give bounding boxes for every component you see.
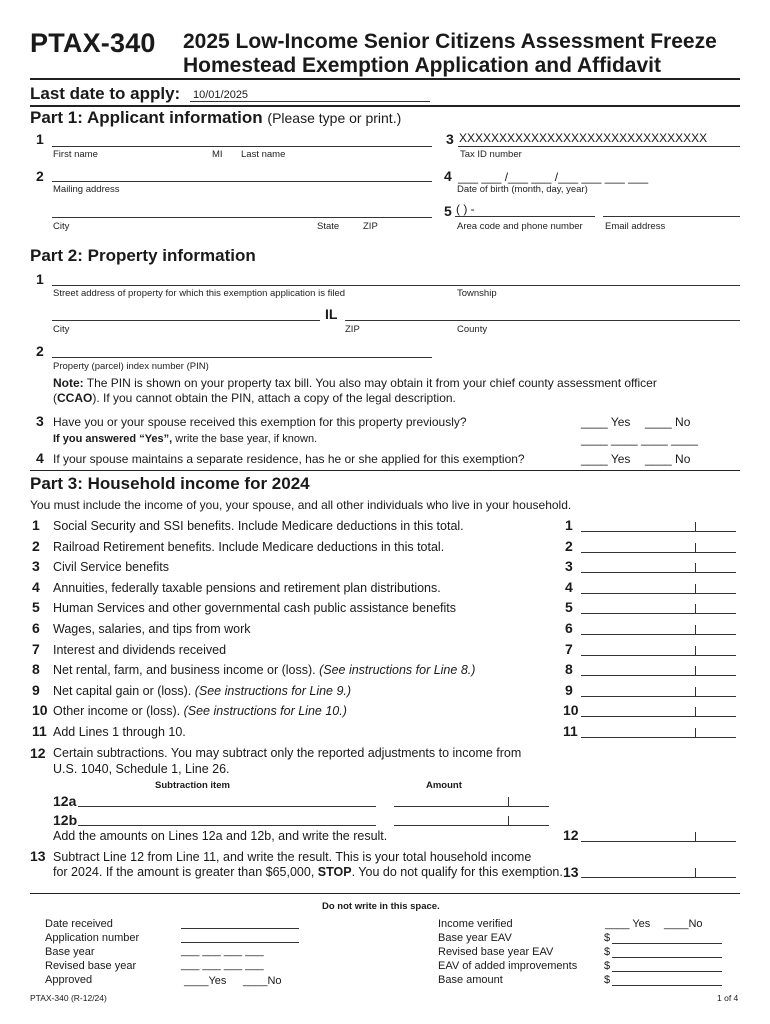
phone-caption: Area code and phone number [457, 221, 583, 232]
line12a-item-field[interactable] [78, 795, 376, 807]
income-line-num: 3 [32, 558, 40, 574]
income-line-num: 2 [32, 538, 40, 554]
line13-stop: STOP [317, 865, 352, 879]
name-field[interactable] [52, 146, 432, 147]
office-date-received: Date received [45, 918, 113, 930]
line12-right-num: 12 [563, 827, 579, 843]
p1-line2-num: 2 [36, 168, 44, 184]
income-line-label [53, 560, 169, 574]
office-approved-yes: ____Yes [184, 975, 227, 987]
section-rule [30, 893, 740, 894]
income-line-text: Net rental, farm, and business income or (loss). [53, 663, 320, 677]
office-revised-base-year: Revised base year [45, 960, 137, 972]
income-line-text: Wages, salaries, and tips from work [53, 622, 251, 636]
county-caption: County [457, 324, 488, 335]
property-street-field[interactable] [52, 285, 740, 286]
income-line-instruction: (See instructions for Line 8.) [319, 663, 476, 677]
income-amount-field[interactable] [581, 582, 736, 594]
income-line-num: 10 [32, 702, 48, 718]
income-line-label [53, 519, 464, 533]
form-title-line2: Homestead Exemption Application and Affidavit [183, 54, 661, 77]
income-line-label [53, 725, 186, 739]
income-line-label [53, 643, 226, 657]
income-line-right-num: 11 [563, 723, 578, 739]
income-line-right-num: 2 [565, 538, 573, 554]
income-amount-field[interactable] [581, 520, 736, 532]
pin-note-line1 [53, 376, 657, 390]
q4-no[interactable]: ____ No [645, 452, 691, 466]
phone-value: ( ) - [456, 202, 475, 216]
office-application-number-field [181, 942, 299, 943]
q3-base-year-field[interactable]: ____ ____ ____ ____ [581, 432, 698, 446]
dollar-sign: $ [604, 960, 611, 972]
income-line-num: 8 [32, 661, 40, 677]
q3-sub-bold: If you answered “Yes”, [53, 433, 173, 445]
income-amount-field[interactable] [581, 541, 736, 553]
income-line-text: Add Lines 1 through 10. [53, 725, 186, 739]
street-caption: Street address of property for which this exemption application is filed [53, 288, 346, 299]
income-line-right-num: 9 [565, 682, 573, 698]
note-text1: The PIN is shown on your property tax bill. You also may obtain it from your chief county assessment officer [83, 376, 657, 390]
income-line-right-num: 7 [565, 641, 573, 657]
last-name-caption: Last name [241, 149, 286, 160]
q4-yes[interactable]: ____ Yes [581, 452, 631, 466]
office-revised-base-year-field: ___ ___ ___ ___ [181, 959, 264, 971]
line12b-num: 12b [53, 812, 78, 828]
last-date-label: Last date to apply: [30, 84, 181, 103]
p1-line5-num: 5 [444, 203, 452, 219]
township-caption: Township [457, 288, 497, 299]
line12a-amount-field[interactable] [394, 795, 549, 807]
office-verified-no: ____No [664, 918, 703, 930]
income-line-text: Civil Service benefits [53, 560, 170, 574]
phone-field[interactable] [455, 216, 595, 217]
city-state-zip-field[interactable] [52, 217, 432, 218]
income-amount-field[interactable] [581, 705, 736, 717]
income-line-text: Railroad Retirement benefits. Include Medicare deductions in this total. [53, 540, 445, 554]
email-caption: Email address [605, 221, 666, 232]
income-line-text: Net capital gain or (loss). [53, 684, 195, 698]
q3-no[interactable]: ____ No [645, 415, 691, 429]
income-line-text: Social Security and SSI benefits. Include Medicare deductions in this total. [53, 519, 464, 533]
dollar-sign: $ [604, 946, 611, 958]
p2-q3-num: 3 [36, 413, 44, 429]
p1-line4-num: 4 [444, 168, 452, 184]
last-date-value[interactable]: 10/01/2025 [193, 89, 249, 101]
form-title-line1: 2025 Low-Income Senior Citizens Assessment Freeze [183, 30, 717, 53]
pin-note-line2 [53, 391, 456, 405]
q3-sub-text: write the base year, if known. [172, 433, 318, 445]
office-application-number: Application number [45, 932, 140, 944]
office-heading: Do not write in this space. [322, 901, 440, 912]
line13-text2b: . You do not qualify for this exemption. [351, 865, 563, 879]
income-line-instruction: (See instructions for Line 10.) [183, 704, 347, 718]
office-approved: Approved [45, 974, 93, 986]
q3-subtext [53, 433, 317, 445]
section-rule [30, 470, 740, 471]
income-line-text: Interest and dividends received [53, 643, 227, 657]
office-approved-no: ____No [243, 975, 282, 987]
page-number: 1 of 4 [717, 993, 739, 1003]
line12a-num: 12a [53, 793, 77, 809]
income-line-label [53, 601, 456, 615]
income-line-text: Human Services and other governmental cash public assistance benefits [53, 601, 456, 615]
zip-caption: ZIP [363, 221, 378, 232]
p2-q4-num: 4 [36, 450, 44, 466]
property-zip-county-field[interactable] [345, 320, 740, 321]
income-line-right-num: 3 [565, 558, 573, 574]
q3-yes[interactable]: ____ Yes [581, 415, 631, 429]
mailing-address-field[interactable] [52, 181, 432, 182]
header-rule [30, 78, 740, 80]
office-eav-added-improvements: EAV of added improvements [438, 960, 578, 972]
income-amount-field[interactable] [581, 561, 736, 573]
form-revision: PTAX-340 (R-12/24) [30, 993, 107, 1003]
city-caption: City [53, 221, 70, 232]
note-bold: Note: [53, 376, 84, 390]
property-city-caption: City [53, 324, 70, 335]
state-caption: State [317, 221, 340, 232]
note-ccao: CCAO [57, 391, 93, 405]
dollar-sign: $ [604, 932, 611, 944]
income-line-label [53, 540, 444, 554]
line13-right-num: 13 [563, 864, 579, 880]
income-line-text: Annuities, federally taxable pensions and retirement plan distributions. [53, 581, 441, 595]
tax-id-caption: Tax ID number [460, 149, 522, 160]
q3-text: Have you or your spouse received this exemption for this property previously? [53, 415, 467, 429]
section-rule [30, 105, 740, 107]
dob-field[interactable]: ___ ___ /___ ___ /___ ___ ___ ___ [458, 170, 649, 184]
part3-intro: You must include the income of you, your spouse, and all other individuals who live in your household. [30, 498, 572, 512]
income-line-num: 4 [32, 579, 40, 595]
office-revised-base-year-eav: Revised base year EAV [438, 946, 554, 958]
income-line-right-num: 10 [563, 702, 579, 718]
tax-id-value: XXXXXXXXXXXXXXXXXXXXXXXXXXXXXXX [459, 131, 708, 145]
dob-caption: Date of birth (month, day, year) [457, 184, 588, 195]
income-amount-field[interactable] [581, 623, 736, 635]
part1-heading [30, 108, 401, 128]
part1-note: (Please type or print.) [267, 110, 402, 126]
income-amount-field[interactable] [581, 602, 736, 614]
q4-text: If your spouse maintains a separate residence, has he or she applied for this exemption? [53, 452, 525, 466]
line13-text1: Subtract Line 12 from Line 11, and write the result. This is your total household income [53, 850, 532, 864]
income-amount-field[interactable] [581, 685, 736, 697]
property-city-field[interactable] [52, 320, 320, 321]
email-field[interactable] [603, 216, 740, 217]
income-line-label [53, 663, 475, 677]
office-date-received-field [181, 928, 299, 929]
line12-add-text: Add the amounts on Lines 12a and 12b, and write the result. [53, 829, 388, 843]
first-name-caption: First name [53, 149, 98, 160]
income-amount-field[interactable] [581, 726, 736, 738]
income-amount-field[interactable] [581, 664, 736, 676]
line13-num: 13 [30, 848, 46, 864]
line13-text2 [53, 865, 563, 879]
tax-id-field[interactable] [458, 146, 740, 147]
office-base-amount: Base amount [438, 974, 503, 986]
line13-amount-field[interactable] [581, 866, 736, 878]
income-line-num: 6 [32, 620, 40, 636]
p1-line3-num: 3 [446, 131, 454, 147]
office-base-year-field: ___ ___ ___ ___ [181, 945, 264, 957]
office-base-year-eav-field [612, 943, 722, 944]
income-line-label [53, 704, 347, 718]
office-eav-improvements-field [612, 971, 722, 972]
pin-caption: Property (parcel) index number (PIN) [53, 361, 209, 372]
mailing-address-caption: Mailing address [53, 184, 120, 195]
office-base-year-eav: Base year EAV [438, 932, 512, 944]
income-line-num: 11 [32, 723, 47, 739]
form-id: PTAX-340 [30, 28, 156, 58]
office-revised-eav-field [612, 957, 722, 958]
note-text2b: ). If you cannot obtain the PIN, attach a copy of the legal description. [92, 391, 456, 405]
office-income-verified: Income verified [438, 918, 513, 930]
income-line-right-num: 1 [565, 517, 573, 533]
note-text2a: ( [53, 391, 57, 405]
income-line-label [53, 622, 251, 636]
office-base-year: Base year [45, 946, 95, 958]
line12b-item-field[interactable] [78, 814, 376, 826]
state-il: IL [325, 306, 338, 322]
part3-heading: Part 3: Household income for 2024 [30, 474, 310, 493]
office-base-amount-field [612, 985, 722, 986]
line12-text2: U.S. 1040, Schedule 1, Line 26. [53, 762, 230, 776]
income-line-num: 1 [32, 517, 40, 533]
income-line-right-num: 4 [565, 579, 573, 595]
line12-num: 12 [30, 745, 46, 761]
mi-caption: MI [212, 149, 223, 160]
p2-line2-num: 2 [36, 343, 44, 359]
line13-text2a: for 2024. If the amount is greater than $65,000, [53, 865, 318, 879]
property-zip-caption: ZIP [345, 324, 360, 335]
line12-text1: Certain subtractions. You may subtract only the reported adjustments to income from [53, 746, 522, 760]
line12-amount-field[interactable] [581, 830, 736, 842]
income-line-text: Other income or (loss). [53, 704, 184, 718]
pin-field[interactable] [52, 357, 432, 358]
line12b-amount-field[interactable] [394, 814, 549, 826]
income-line-label [53, 684, 351, 698]
last-date-line [190, 101, 430, 102]
p2-line1-num: 1 [36, 271, 44, 287]
income-amount-field[interactable] [581, 644, 736, 656]
income-line-num: 7 [32, 641, 40, 657]
income-line-right-num: 6 [565, 620, 573, 636]
dollar-sign: $ [604, 974, 611, 986]
subtraction-item-head: Subtraction item [155, 780, 230, 791]
income-line-num: 9 [32, 682, 40, 698]
part2-heading: Part 2: Property information [30, 246, 256, 265]
income-line-right-num: 8 [565, 661, 573, 677]
amount-head: Amount [426, 780, 462, 791]
office-verified-yes: ____ Yes [605, 918, 651, 930]
p1-line1-num: 1 [36, 131, 44, 147]
income-line-num: 5 [32, 599, 40, 615]
income-line-label [53, 581, 441, 595]
part1-heading-text: Part 1: Applicant information [30, 108, 263, 127]
income-line-instruction: (See instructions for Line 9.) [194, 684, 352, 698]
income-line-right-num: 5 [565, 599, 573, 615]
